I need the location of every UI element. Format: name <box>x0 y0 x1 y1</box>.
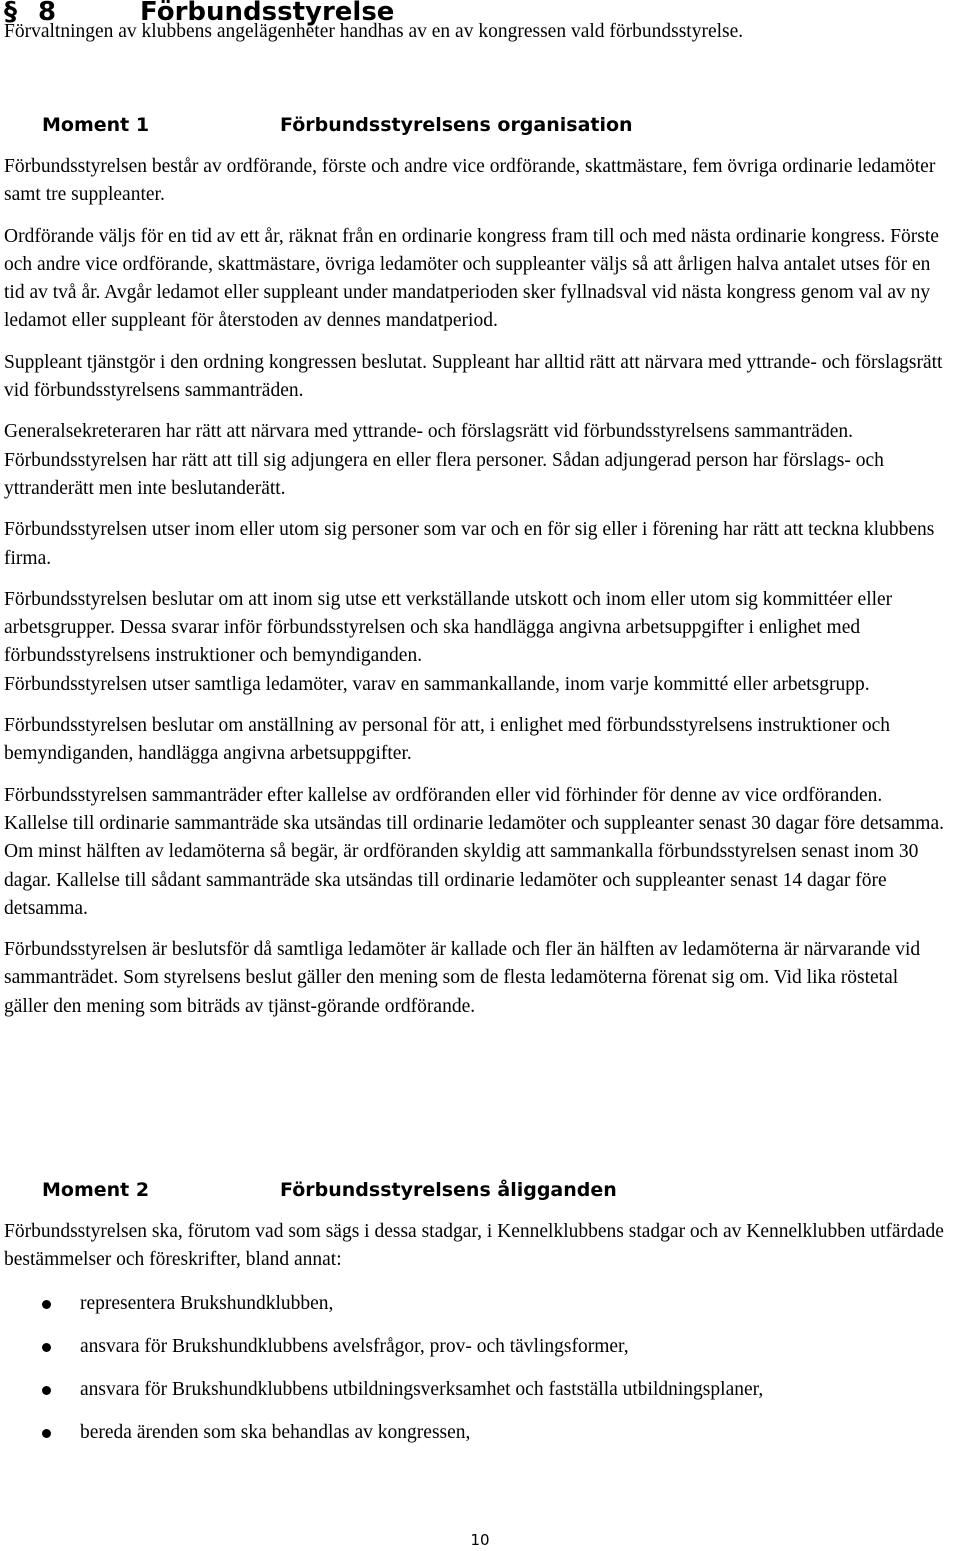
paragraph: Förbundsstyrelsen utser samtliga ledamöter, varav en sammankallande, inom varje kommitté eller arbetsgrupp. <box>4 673 870 695</box>
moment2-heading <box>42 1176 617 1204</box>
duties-list <box>4 1290 944 1462</box>
list-item-text: ansvara för Brukshundklubbens utbildningsverksamhet och fastställa utbildningsplaner, <box>80 1379 764 1400</box>
moment1-title: Förbundsstyrelsens organisation <box>280 114 633 136</box>
moment1-body <box>4 153 946 1021</box>
paragraph: Förbundsstyrelsen utser inom eller utom sig personer som var och en för sig eller i förening har rätt att teckna klubbens firma. <box>4 519 935 569</box>
moment1-heading <box>42 111 633 139</box>
section-title: Förbundsstyrelse <box>140 0 395 27</box>
list-item <box>4 1333 944 1376</box>
paragraph: Förbundsstyrelsen består av ordförande, förste och andre vice ordförande, skattmästare, fem övriga ordinarie ledamöter samt tre suppleanter. <box>4 156 936 206</box>
moment2-body <box>4 1218 946 1275</box>
bullet-icon <box>42 1386 51 1395</box>
list-item <box>4 1290 944 1333</box>
list-item-text: ansvara för Brukshundklubbens avelsfrågor, prov- och tävlingsformer, <box>80 1336 629 1357</box>
list-item-text: bereda ärenden som ska behandlas av kongressen, <box>80 1422 471 1443</box>
moment1-label: Moment 1 <box>42 114 150 136</box>
moment2-title: Förbundsstyrelsens åligganden <box>280 1179 617 1201</box>
section-number: 8 <box>38 0 57 27</box>
paragraph: Generalsekreteraren har rätt att närvara med yttrande- och förslagsrätt vid förbundsstyrelsens sammanträden. Förbundsstyrelsen har rätt att till sig adjungera en eller flera personer. Sådan adjungerad person har förslags- och yttranderätt men inte beslutanderätt. <box>4 421 884 499</box>
page-number: 10 <box>470 1531 490 1549</box>
paragraph: Förbundsstyrelsen är beslutsför då samtliga ledamöter är kallade och fler än hälften av ledamöterna är närvarande vid sammanträdet. Som styrelsens beslut gäller den mening som de flesta ledamöterna förenat sig om. Vid lika röstetal gäller den mening som biträds av tjänst-görande ordförande. <box>4 939 921 1017</box>
section-intro: Förvaltningen av klubbens angelägenheter handhas av en av kongressen vald förbundsstyrelse. <box>4 21 744 42</box>
bullet-icon <box>42 1343 51 1352</box>
paragraph: Ordförande väljs för en tid av ett år, räknat från en ordinarie kongress fram till och med nästa ordinarie kongress. Förste och andre vice ordförande, skattmästare, övriga ledamöter och suppleanter väljs så att årligen halva antalet utses för en tid av två år. Avgår ledamot eller suppleant under mandatperioden sker fyllnadsval vid nästa kongress genom val av ny ledamot eller suppleant för återstoden av dennes mandatperiod. <box>4 225 939 332</box>
moment2-label: Moment 2 <box>42 1179 150 1201</box>
paragraph: Suppleant tjänstgör i den ordning kongressen beslutat. Suppleant har alltid rätt att närvara med yttrande- och förslagsrätt vid förbundsstyrelsens sammanträden. <box>4 351 943 402</box>
list-item <box>4 1419 944 1462</box>
paragraph: Förbundsstyrelsen ska, förutom vad som sägs i dessa stadgar, i Kennelklubbens stadgar och av Kennelklubben utfärdade bestämmelser och föreskrifter, bland annat: <box>4 1221 944 1271</box>
bullet-icon <box>42 1300 51 1309</box>
bullet-icon <box>42 1429 51 1438</box>
paragraph: Förbundsstyrelsen beslutar om att inom sig utse ett verkställande utskott och inom eller utom sig kommittéer eller arbetsgrupper. Dessa svarar inför förbundsstyrelsen och ska handlägga angivna arbetsuppgifter i enlighet med förbundsstyrelsens instruktioner och bemyndiganden. <box>4 588 893 667</box>
list-item-text: representera Brukshundklubben, <box>80 1293 334 1314</box>
section-symbol: § <box>4 0 17 27</box>
list-item <box>4 1376 944 1419</box>
paragraph: Förbundsstyrelsen beslutar om anställning av personal för att, i enlighet med förbundsstyrelsens instruktioner och bemyndiganden, handlägga angivna arbetsuppgifter. <box>4 715 890 765</box>
paragraph: Förbundsstyrelsen sammanträder efter kallelse av ordföranden eller vid förhinder för denne av vice ordföranden. Kallelse till ordinarie sammanträde ska utsändas till ordinarie ledamöter och suppleanter senast 30 dagar före detsamma. Om minst hälften av ledamöterna så begär, är ordföranden skyldig att sammankalla förbundsstyrelsen senast inom 30 dagar. Kallelse till sådant sammanträde ska utsändas till ordinarie ledamöter och suppleanter senast 14 dagar före detsamma. <box>4 784 945 919</box>
